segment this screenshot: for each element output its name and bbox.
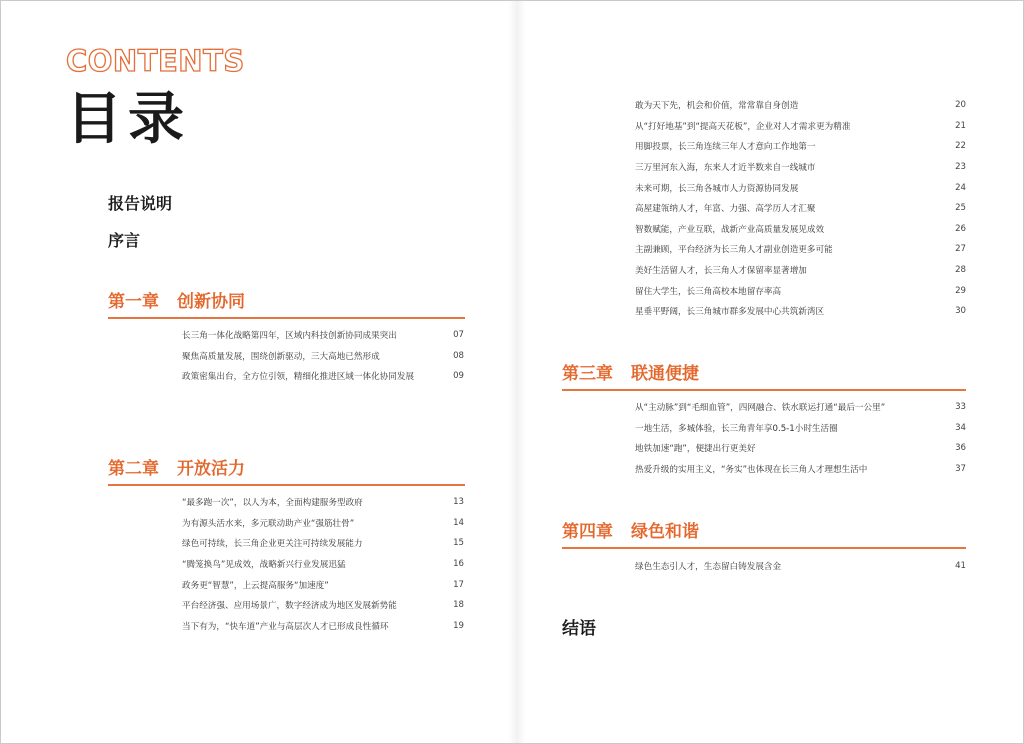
entry-page: 18 xyxy=(453,600,464,611)
chapter-2-entries xyxy=(182,492,464,636)
entry-page: 33 xyxy=(955,402,966,413)
toc-entry[interactable] xyxy=(182,533,464,554)
section-preface[interactable]: 序言 xyxy=(108,231,141,250)
entry-title: 用脚投票，长三角连续三年人才意向工作地第一 xyxy=(635,142,816,153)
entry-page: 23 xyxy=(955,162,966,173)
toc-entry[interactable] xyxy=(635,418,966,439)
chapter-number: 第四章 xyxy=(562,522,613,542)
chapter-number: 第二章 xyxy=(108,459,159,479)
entry-title: 为有源头活水来，多元联动助产业“强筋壮骨” xyxy=(182,518,355,529)
chapter-1-entries xyxy=(182,325,464,387)
chapter-divider xyxy=(108,317,465,319)
chapter-2 xyxy=(108,454,465,486)
toc-entry[interactable] xyxy=(182,346,464,367)
entry-title: 长三角一体化战略第四年，区域内科技创新协同成果突出 xyxy=(182,331,397,342)
toc-entry[interactable] xyxy=(635,459,966,480)
chapter-number: 第一章 xyxy=(108,292,159,312)
entry-page: 08 xyxy=(453,350,464,361)
entry-page: 41 xyxy=(955,561,966,572)
entry-page: 15 xyxy=(453,538,464,549)
entry-page: 13 xyxy=(453,497,464,508)
toc-entry[interactable] xyxy=(182,574,464,595)
toc-entry[interactable] xyxy=(182,554,464,575)
entry-page: 25 xyxy=(955,203,966,214)
toc-entry[interactable] xyxy=(635,116,966,137)
entry-title: 一地生活，多城体验，长三角青年享0.5-1小时生活圈 xyxy=(635,423,838,434)
entry-title: 平台经济强、应用场景广，数字经济成为地区发展新势能 xyxy=(182,601,397,612)
entry-page: 28 xyxy=(955,265,966,276)
chapter-divider xyxy=(562,389,966,391)
toc-entry[interactable] xyxy=(635,239,966,260)
toc-entry[interactable] xyxy=(635,219,966,240)
entry-title: 聚焦高质量发展，围绕创新驱动，三大高地已然形成 xyxy=(182,351,380,362)
entry-page: 07 xyxy=(453,330,464,341)
entry-page: 37 xyxy=(955,464,966,475)
toc-entry[interactable] xyxy=(635,438,966,459)
entry-title: 三万里河东入海，东来人才近半数来自一线城市 xyxy=(635,163,816,174)
entry-page: 29 xyxy=(955,285,966,296)
toc-entry[interactable] xyxy=(182,616,464,637)
page-spread-fold xyxy=(508,0,526,744)
chapter-3 xyxy=(562,359,966,391)
entry-page: 19 xyxy=(453,620,464,631)
toc-entry[interactable] xyxy=(635,556,966,577)
toc-entry[interactable] xyxy=(182,366,464,387)
entry-title: 绿色可持续，长三角企业更关注可持续发展能力 xyxy=(182,539,363,550)
entry-title: 绿色生态引人才，生态留白铸发展含金 xyxy=(635,562,782,573)
section-report-note[interactable]: 报告说明 xyxy=(108,194,173,213)
entry-page: 22 xyxy=(955,141,966,152)
entry-title: 热爱升级的实用主义，“务实”也体现在长三角人才理想生活中 xyxy=(635,465,868,476)
entry-page: 14 xyxy=(453,517,464,528)
toc-entry[interactable] xyxy=(635,301,966,322)
entry-title: 美好生活留人才，长三角人才保留率显著增加 xyxy=(635,266,807,277)
chapter-2-heading[interactable] xyxy=(108,454,465,480)
toc-entry[interactable] xyxy=(635,177,966,198)
toc-entry[interactable] xyxy=(635,95,966,116)
toc-entry[interactable] xyxy=(635,157,966,178)
entry-page: 27 xyxy=(955,244,966,255)
entry-title: 地铁加速“跑”，便捷出行更美好 xyxy=(635,444,756,455)
entry-title: 主副兼顾，平台经济为长三角人才副业创造更多可能 xyxy=(635,245,833,256)
entry-title: “腾笼换鸟”见成效，战略新兴行业发展迅猛 xyxy=(182,560,346,571)
entry-page: 21 xyxy=(955,120,966,131)
chapter-3-heading[interactable] xyxy=(562,359,966,385)
toc-entry[interactable] xyxy=(635,198,966,219)
entry-page: 16 xyxy=(453,559,464,570)
chapter-1 xyxy=(108,287,465,319)
entry-title: 智数赋能，产业互联，战新产业高质量发展见成效 xyxy=(635,224,825,235)
entry-page: 09 xyxy=(453,371,464,382)
entry-title: 未来可期，长三角各城市人力资源协同发展 xyxy=(635,183,799,194)
entry-page: 17 xyxy=(453,579,464,590)
toc-entry[interactable] xyxy=(635,397,966,418)
chapter-divider xyxy=(108,484,465,486)
toc-entry[interactable] xyxy=(182,595,464,616)
chapter-number: 第三章 xyxy=(562,364,613,384)
entry-page: 26 xyxy=(955,223,966,234)
toc-entry[interactable] xyxy=(182,513,464,534)
entry-title: 星垂平野阔，长三角城市群多发展中心共筑新湾区 xyxy=(635,307,825,318)
entry-page: 24 xyxy=(955,182,966,193)
toc-entry[interactable] xyxy=(635,136,966,157)
entry-title: “最多跑一次”，以人为本，全面构建服务型政府 xyxy=(182,498,363,509)
entry-title: 高屋建瓴纳人才，年富、力强、高学历人才汇聚 xyxy=(635,204,816,215)
entry-title: 敢为天下先，机会和价值，常常靠自身创造 xyxy=(635,101,799,112)
chapter-title: 联通便捷 xyxy=(631,364,699,384)
entry-title: 政策密集出台，全方位引领，精细化推进区域一体化协同发展 xyxy=(182,372,415,383)
entry-title: 从“打好地基”到“提高天花板”，企业对人才需求更为精准 xyxy=(635,121,851,132)
chapter-3-entries xyxy=(635,397,966,479)
chapter-title: 创新协同 xyxy=(177,292,245,312)
toc-entry[interactable] xyxy=(635,280,966,301)
entry-title: 留住大学生，长三角高校本地留存率高 xyxy=(635,286,782,297)
continued-entries xyxy=(635,95,966,322)
entry-page: 20 xyxy=(955,100,966,111)
chapter-title: 开放活力 xyxy=(177,459,245,479)
entry-title: 政务更“智慧”，上云提高服务“加速度” xyxy=(182,580,329,591)
entry-title: 从“主动脉”到“毛细血管”，四网融合、铁水联运打通“最后一公里” xyxy=(635,403,886,414)
toc-entry[interactable] xyxy=(635,260,966,281)
contents-heading: CONTENTS xyxy=(66,44,245,78)
toc-entry[interactable] xyxy=(182,325,464,346)
section-conclusion[interactable]: 结语 xyxy=(562,619,596,639)
chapter-4-entries xyxy=(635,556,966,577)
chapter-divider xyxy=(562,547,966,549)
chapter-4 xyxy=(562,517,966,549)
toc-title: 目录 xyxy=(66,87,190,152)
toc-entry[interactable] xyxy=(182,492,464,513)
entry-page: 34 xyxy=(955,422,966,433)
chapter-1-heading[interactable] xyxy=(108,287,465,313)
entry-page: 36 xyxy=(955,443,966,454)
chapter-title: 绿色和谐 xyxy=(631,522,699,542)
chapter-4-heading[interactable] xyxy=(562,517,966,543)
entry-title: 当下有为，“快车道”产业与高层次人才已形成良性循环 xyxy=(182,621,389,632)
entry-page: 30 xyxy=(955,306,966,317)
